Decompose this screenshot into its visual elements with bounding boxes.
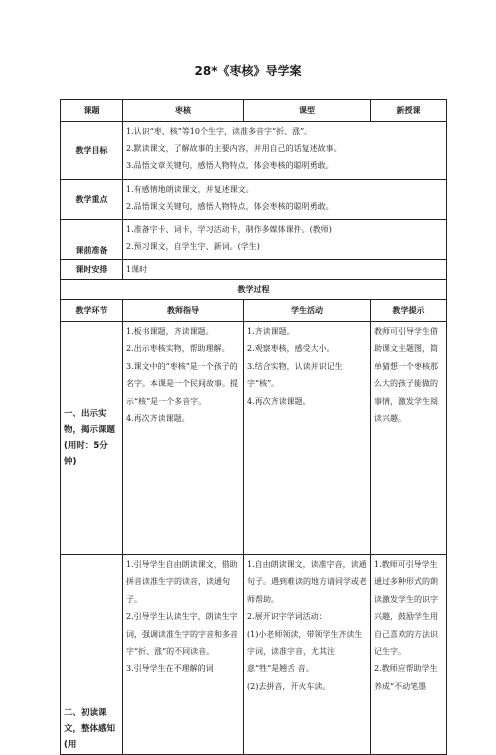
goals-content [123,122,447,180]
goal-line: 2.默读课文，了解故事的主要内容，并用自己的话复述故事。 [126,144,342,153]
schedule-label: 课时安排 [61,260,123,280]
type-label: 课型 [244,100,371,122]
process-col-tip: 教学提示 [371,300,447,322]
preparation-content [123,220,447,260]
type-value: 新授课 [371,100,447,122]
stage-name: 二、初读课文，整体感知 (用 [61,555,123,755]
stage-row [61,322,447,555]
page-title: 28*《枣核》导学案 [194,64,302,78]
preparation-label: 课前准备 [61,220,123,260]
schedule-row [61,260,447,280]
header-row [61,100,447,122]
key-points-label: 教学重点 [61,180,123,220]
topic-label: 课题 [61,100,123,122]
stage-tip: 教师可引导学生借助课文主题图，简单猜想一个枣核那么大的孩子能做的事情，激发学生阅读兴趣。 [371,322,447,555]
process-col-stage: 教学环节 [61,300,123,322]
key-point-line: 1.有感情地朗读课文，并复述课文。 [126,185,254,194]
stage-tip: 1.教师可引导学生通过多种形式的朗读激发学生的识字兴趣，鼓励学生用自己喜欢的方法识记生字。 2.教师应帮助学生养成“不动笔墨 [371,555,447,755]
stage-teacher: 1.引导学生自由朗读课文，借助拼音读准生字的读音，读通句子。 2.引导学生认读生字，朗读生字词，强调读准生字的字音和多音字“折、涨”的不同读音。 3.引导学生在不理解的词 [123,555,244,755]
schedule-value: 1课时 [123,260,447,280]
preparation-line: 2.预习课文，自学生字、新词。(学生) [126,242,260,251]
process-header-row [61,300,447,322]
stage-student: 1.自由朗读课文，读准字音，读通句子。遇到难读的地方请同学或老师帮助。 2.展开识字学词活动： (1)小老师领读，带领学生齐读生字词，读准字音，尤其注意“牲”是翘舌 音。 (2)去拼音，开火车读。 [244,555,371,755]
goals-label: 教学目标 [61,122,123,180]
process-title: 教学过程 [61,280,447,300]
topic-value: 枣核 [123,100,244,122]
goal-line: 1.认识“枣、核”等10个生字，读准多音字“折、涨”。 [126,127,313,136]
goal-line: 3.品悟文章关键句，感悟人物特点，体会枣核的聪明勇敢。 [126,161,334,170]
preparation-line: 1.准备字卡、词卡，学习活动卡，制作多媒体课件。(教师) [126,225,332,234]
key-point-line: 2.品悟课文关键句，感悟人物特点，体会枣核的聪明勇敢。 [126,202,334,211]
stage-name: 一、出示实物，揭示课题(用时：5分钟) [61,322,123,555]
stage-student: 1.齐读课题。 2.观察枣核，感受大小。 3.结合实物，认读并识记生字“核”。 4.再次齐读课题。 [244,322,371,555]
lesson-plan-table [60,99,447,755]
goals-row [61,122,447,180]
stage-teacher: 1.板书课题，齐读课题。 2.出示枣核实物，帮助理解。 3.课文中的“枣核”是一个孩子的名字。本课是一个民间故事。提示“核”是一个多音字。 4.再次齐读课题。 [123,322,244,555]
preparation-row [61,220,447,260]
key-points-content [123,180,447,220]
process-col-student: 学生活动 [244,300,371,322]
key-points-row [61,180,447,220]
process-title-row [61,280,447,300]
stage-row [61,555,447,755]
process-col-teacher: 教师指导 [123,300,244,322]
